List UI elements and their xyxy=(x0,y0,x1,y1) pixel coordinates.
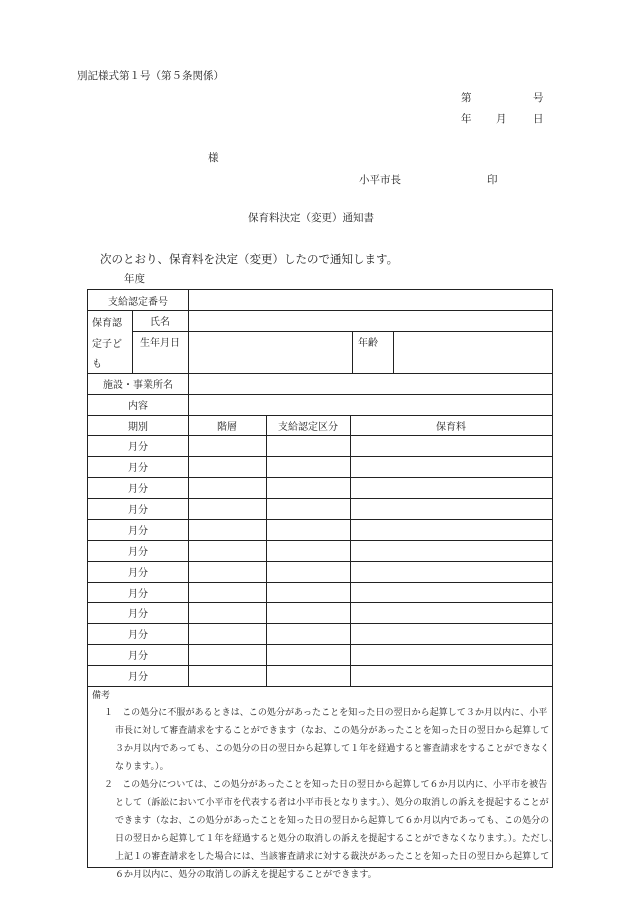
month-row: 月分 xyxy=(128,505,148,516)
age-label: 年齢 xyxy=(358,337,378,349)
note-line: できます（なお、この処分があったことを知った日の翌日から起算して６か月以内であっても、この処分の xyxy=(115,816,550,826)
note-line: として（訴訟において小平市を代表する者は小平市長となります。）、処分の取消しの訴えを提起することが xyxy=(115,798,549,808)
seal-mark: 印 xyxy=(487,174,498,186)
month-row: 月分 xyxy=(128,609,148,620)
birthdate-label: 生年月日 xyxy=(140,337,180,349)
document-title: 保育料決定（変更）通知書 xyxy=(248,212,374,224)
note-line: なります。）。 xyxy=(115,762,169,772)
note-line: １ この処分に不服があるときは、この処分があったことを知った日の翌日から起算して３か月以内に、小平 xyxy=(104,708,548,718)
date-month: 月 xyxy=(496,113,507,125)
note-line: ２ この処分については、この処分があったことを知った日の翌日から起算して６か月以内に、小平市を被告 xyxy=(104,780,548,790)
issuer-name: 小平市長 xyxy=(359,174,401,186)
group-label-line1: 保育認 xyxy=(92,317,122,329)
number-prefix: 第 xyxy=(461,92,472,104)
month-row: 月分 xyxy=(128,568,148,579)
note-line: ６か月以内に、処分の取消しの訴えを提起することができます。 xyxy=(115,870,377,880)
content-label: 内容 xyxy=(128,401,148,412)
notes-section xyxy=(87,686,558,880)
group-label-line3: も xyxy=(92,358,102,370)
month-row: 月分 xyxy=(128,526,148,537)
month-row: 月分 xyxy=(128,588,148,600)
date-year: 年 xyxy=(461,113,472,125)
date-day: 日 xyxy=(533,113,544,125)
note-line: 上記１の審査請求をした場合には、当該審査請求に対する裁決があったことを知った日の翌日から起算して xyxy=(115,852,550,862)
col-cert-category: 支給認定区分 xyxy=(278,421,338,433)
col-bracket: 階層 xyxy=(217,421,237,433)
fiscal-year-label: 年度 xyxy=(124,273,145,285)
col-period: 期別 xyxy=(128,421,148,433)
note-line: 日の翌日から起算して１年を経過すると処分の取消しの訴えを提起することができなくなります。）。ただし、 xyxy=(115,834,558,844)
month-row: 月分 xyxy=(128,463,148,474)
name-label: 氏名 xyxy=(150,317,170,328)
note-line: ３か月以内であっても、この処分の日の翌日から起算して１年を経過すると審査請求をすることができなく xyxy=(115,744,550,754)
facility-label: 施設・事業所名 xyxy=(103,380,173,391)
fee-table xyxy=(87,289,553,687)
month-row: 月分 xyxy=(128,630,148,641)
month-row: 月分 xyxy=(128,651,148,662)
month-row: 月分 xyxy=(128,442,148,453)
month-row: 月分 xyxy=(128,672,148,683)
month-row: 月分 xyxy=(128,484,148,495)
group-label-line2: 定子ど xyxy=(92,338,122,350)
number-suffix: 号 xyxy=(533,92,544,104)
note-line: 市長に対して審査請求をすることができます（なお、この処分があったことを知った日の翌日から起算して xyxy=(115,726,550,736)
recipient-suffix: 様 xyxy=(208,152,219,164)
form-label: 別記様式第１号（第５条関係） xyxy=(77,70,224,82)
month-row: 月分 xyxy=(128,547,148,558)
intro-text: 次のとおり、保育料を決定（変更）したので通知します。 xyxy=(100,252,399,266)
notes-heading: 備考 xyxy=(92,691,111,701)
col-fee: 保育料 xyxy=(436,421,466,433)
cert-number-label: 支給認定番号 xyxy=(108,296,168,308)
